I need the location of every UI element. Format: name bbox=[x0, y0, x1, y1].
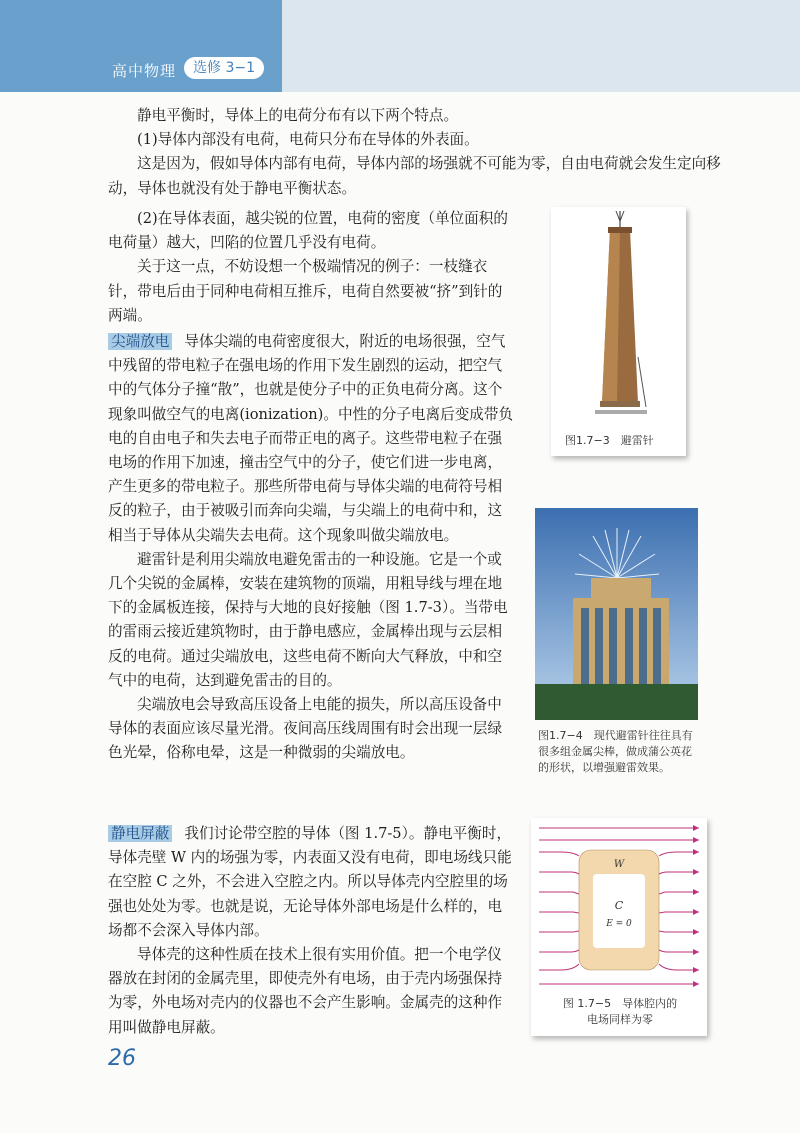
paragraph: 避雷针是利用尖端放电避免雷击的一种设施。它是一个或几个尖锐的金属棒，安装在建筑物的顶端，用粗导线与埋在地下的金属板连接，保持与大地的良好接触（图 1.7-3）。当带电的雷雨云接近建筑物时，由于静电感应，金属棒出现与云层相反的电荷。通过尖端放电，这些电荷不断向大气释放，中和空气中的电荷，达到避免雷击的目的。 bbox=[108, 550, 508, 689]
building-photo bbox=[535, 508, 698, 720]
figure-dandelion-rod bbox=[535, 508, 698, 784]
header-band-light bbox=[282, 0, 800, 92]
figure-hollow-conductor bbox=[531, 818, 707, 1036]
lightning-rod-illustration bbox=[551, 207, 686, 422]
paragraph: 静电平衡时，导体上的电荷分布有以下两个特点。 bbox=[137, 107, 459, 124]
volume-badge: 选修 3−1 bbox=[184, 57, 264, 79]
text-block-intro bbox=[108, 104, 728, 201]
paragraph: 尖端放电会导致高压设备上电能的损失，所以高压设备中导体的表面应该尽量光滑。夜间高压线周围有时会出现一层绿色光晕，俗称电晕，这是一种微弱的尖端放电。 bbox=[108, 696, 503, 762]
paragraph: 尖端放电 导体尖端的电荷密度很大，附近的电场很强，空气中残留的带电粒子在强电场的作用下发生剧烈的运动，把空气中的气体分子撞“散”，也就是使分子中的正负电荷分离。这个现象叫做空气的电离(ionization)。中性的分子电离后变成带负电的自由电子和失去电子而带正电的离子。这些带电粒子在强电场的作用下加速，撞击空气中的分子，使它们进一步电离，产生更多的带电粒子。那些所带电荷与导体尖端的电荷符号相反的粒子，由于被吸引而奔向尖端，与尖端上的电荷中和，这相当于导体从尖端失去电荷。这个现象叫做尖端放电。 bbox=[108, 333, 514, 544]
paragraph: 静电屏蔽 我们讨论带空腔的导体（图 1.7-5）。静电平衡时，导体壳壁 W 内的场强为零，内表面又没有电荷，即电场线只能在空腔 C 之外，不会进入空腔之内。所以导体壳内空腔里的场强也处处为零。也就是说，无论导体外部电场是什么样的，电场都不会深入导体内部。 bbox=[108, 825, 512, 939]
page-number: 26 bbox=[108, 1046, 136, 1071]
text-block-shielding bbox=[108, 822, 515, 1040]
paragraph: (2)在导体表面，越尖锐的位置，电荷的密度（单位面积的电荷量）越大，凹陷的位置几乎没有电荷。 bbox=[108, 210, 508, 252]
label-w: W bbox=[613, 859, 625, 870]
paragraph: 关于这一点，不妨设想一个极端情况的例子：一枝缝衣针，带电后由于同种电荷相互推斥，电荷自然要被“挤”到针的两端。 bbox=[108, 258, 503, 324]
paragraph: (1)导体内部没有电荷，电荷只分布在导体的外表面。 bbox=[137, 131, 479, 149]
section-title-point-discharge: 尖端放电 bbox=[108, 333, 172, 350]
text-block-point-discharge bbox=[108, 330, 515, 766]
section-title-shielding: 静电屏蔽 bbox=[108, 825, 172, 842]
hollow-conductor-diagram bbox=[531, 818, 707, 993]
figure-lightning-rod bbox=[551, 207, 686, 456]
figure-caption: 图1.7−4 现代避雷针往往具有很多组金属尖棒，做成蒲公英花的形状，以增强避雷效果。 bbox=[538, 729, 693, 774]
paragraph: 这是因为，假如导体内部有电荷，导体内部的场强就不可能为零，自由电荷就会发生定向移动，导体也就没有处于静电平衡状态。 bbox=[108, 155, 721, 197]
label-c: C bbox=[614, 899, 624, 912]
label-e: E = 0 bbox=[606, 919, 632, 929]
text-block-tip-charge bbox=[108, 207, 515, 328]
figure-caption: 图 1.7−5 导体腔内的电场同样为零 bbox=[562, 997, 678, 1026]
figure-caption: 图1.7−3 避雷针 bbox=[565, 434, 654, 447]
book-series: 高中物理 bbox=[112, 62, 177, 80]
paragraph: 导体壳的这种性质在技术上很有实用价值。把一个电学仪器放在封闭的金属壳里，即使壳外有电场，由于壳内场强保持为零，外电场对壳内的仪器也不会产生影响。金属壳的这种作用叫做静电屏蔽。 bbox=[108, 946, 503, 1036]
page-header bbox=[0, 0, 800, 92]
